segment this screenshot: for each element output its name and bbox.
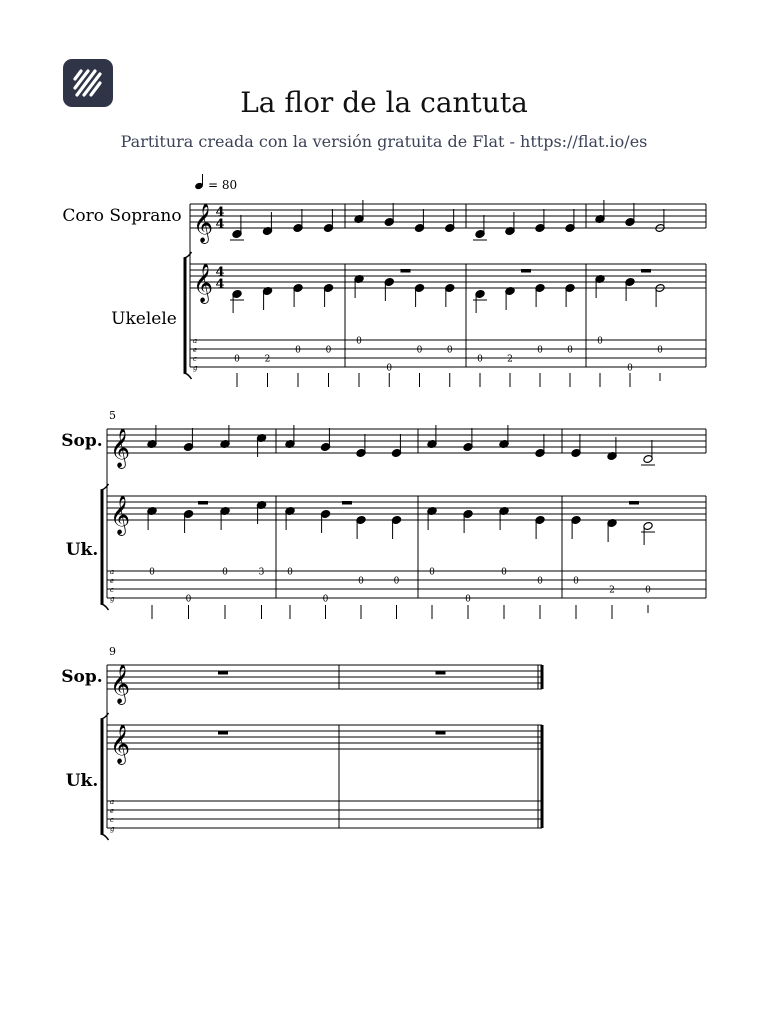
note xyxy=(535,284,545,307)
tab-fret-number: 0 xyxy=(222,567,228,578)
tab-fret-number: 0 xyxy=(537,576,543,587)
time-signature-numerator: 4 xyxy=(215,205,225,220)
note xyxy=(625,278,635,301)
note xyxy=(655,209,665,232)
note xyxy=(230,290,244,313)
note xyxy=(463,428,473,451)
bracket-end xyxy=(101,834,109,840)
tab-fret-number: 0 xyxy=(477,354,483,365)
note xyxy=(414,284,424,307)
note xyxy=(595,275,605,298)
tab-fret-number: 0 xyxy=(446,345,453,356)
score-subtitle: Partitura creada con la versión gratuita de Flat - https://flat.io/es xyxy=(120,132,648,151)
tab-fret-number: 0 xyxy=(287,567,293,578)
note xyxy=(356,516,366,539)
bracket-end xyxy=(101,604,109,610)
tab-fret-number: 0 xyxy=(356,336,362,347)
tab-fret-number: 0 xyxy=(234,354,240,365)
tab-fret-number: 0 xyxy=(537,345,543,356)
tab-tuning-label: e xyxy=(193,346,198,354)
whole-rest xyxy=(436,671,446,675)
tab-fret-number: 0 xyxy=(465,594,471,605)
note xyxy=(220,507,230,530)
tab-fret-number: 0 xyxy=(627,363,633,374)
note xyxy=(565,209,575,232)
note xyxy=(262,287,272,310)
note xyxy=(384,203,394,226)
tempo-marking xyxy=(194,174,237,192)
tab-fret-number: 0 xyxy=(185,594,192,605)
tab-fret-number: 0 xyxy=(429,567,435,578)
note xyxy=(473,290,487,313)
ukulele-tab-staff xyxy=(107,571,706,598)
note xyxy=(320,510,330,533)
tab-tuning-label: g xyxy=(110,825,115,833)
tab-fret-number: 0 xyxy=(386,363,393,374)
note xyxy=(293,284,303,307)
score-title: La flor de la cantuta xyxy=(240,86,528,119)
tab-fret-number: 2 xyxy=(264,354,271,365)
tempo-text: = 80 xyxy=(208,178,238,192)
tab-fret-number: 0 xyxy=(657,345,663,356)
tab-tuning-label: a xyxy=(193,337,198,345)
tab-fret-number: 2 xyxy=(609,585,615,596)
note xyxy=(323,284,333,307)
note xyxy=(356,434,366,457)
tab-tuning-label: c xyxy=(110,816,114,824)
tab-fret-number: 0 xyxy=(358,576,364,587)
note xyxy=(445,284,455,307)
note xyxy=(427,507,437,530)
tab-tuning-label: a xyxy=(110,798,115,806)
note xyxy=(535,209,545,232)
whole-rest xyxy=(218,731,228,735)
tab-fret-number: 0 xyxy=(573,576,579,587)
part-name-soprano: Sop. xyxy=(61,431,103,451)
note xyxy=(463,510,473,533)
part-name-soprano: Coro Soprano xyxy=(62,206,182,226)
note xyxy=(565,284,575,307)
part-name-ukulele: Uk. xyxy=(65,771,99,791)
tab-fret-number: 0 xyxy=(322,594,329,605)
note xyxy=(535,516,545,539)
soprano-staff xyxy=(107,665,542,689)
note xyxy=(505,287,515,310)
ukulele-staff xyxy=(107,725,542,749)
ukulele-staff xyxy=(107,496,706,520)
note xyxy=(655,284,665,307)
treble-clef-icon: 𝄞 xyxy=(193,203,214,243)
note xyxy=(499,507,509,530)
tab-tuning-label: e xyxy=(110,807,115,815)
note xyxy=(414,209,424,232)
tab-fret-number: 0 xyxy=(597,336,603,347)
measure-number: 9 xyxy=(109,645,116,658)
bracket-end xyxy=(184,373,192,379)
part-name-ukulele: Ukelele xyxy=(111,309,177,329)
note xyxy=(625,203,635,226)
note xyxy=(354,275,364,298)
ukulele-tab-staff xyxy=(107,801,542,828)
whole-rest xyxy=(436,731,446,735)
tab-tuning-label: g xyxy=(193,364,198,372)
note xyxy=(293,209,303,232)
measure-number: 5 xyxy=(109,409,116,422)
treble-clef-icon: 𝄞 xyxy=(110,664,131,704)
tab-fret-number: 3 xyxy=(258,567,265,578)
treble-clef-icon: 𝄞 xyxy=(110,724,131,764)
note xyxy=(183,510,193,533)
note xyxy=(391,434,401,457)
note xyxy=(320,428,330,451)
tab-fret-number: 0 xyxy=(501,567,507,578)
tab-fret-number: 0 xyxy=(325,345,332,356)
score-systems xyxy=(61,200,706,840)
note xyxy=(571,516,581,539)
time-signature-numerator: 4 xyxy=(215,265,225,280)
tab-fret-number: 0 xyxy=(295,345,301,356)
tab-fret-number: 0 xyxy=(645,585,651,596)
note xyxy=(391,516,401,539)
note xyxy=(641,522,655,545)
note xyxy=(445,209,455,232)
tab-fret-number: 0 xyxy=(416,345,423,356)
note xyxy=(285,507,295,530)
note xyxy=(183,428,193,451)
whole-rest xyxy=(218,671,228,675)
tab-fret-number: 2 xyxy=(507,354,513,365)
note xyxy=(323,209,333,232)
tab-tuning-label: c xyxy=(193,355,197,363)
tab-tuning-label: c xyxy=(110,586,114,594)
tab-fret-number: 0 xyxy=(149,567,155,578)
note xyxy=(535,434,545,457)
time-signature-denominator: 4 xyxy=(215,217,225,232)
note xyxy=(147,507,157,530)
note xyxy=(607,519,617,542)
part-name-ukulele: Uk. xyxy=(65,540,99,560)
treble-clef-icon: 𝄞 xyxy=(110,495,131,535)
tab-tuning-label: e xyxy=(110,577,115,585)
note xyxy=(384,278,394,301)
note xyxy=(571,434,581,457)
tab-tuning-label: g xyxy=(110,595,115,603)
treble-clef-icon: 𝄞 xyxy=(193,263,214,303)
time-signature-denominator: 4 xyxy=(215,277,225,292)
tab-tuning-label: a xyxy=(110,568,115,576)
tab-fret-number: 0 xyxy=(393,576,400,587)
part-name-soprano: Sop. xyxy=(61,667,103,687)
treble-clef-icon: 𝄞 xyxy=(110,428,131,468)
tab-fret-number: 0 xyxy=(567,345,573,356)
